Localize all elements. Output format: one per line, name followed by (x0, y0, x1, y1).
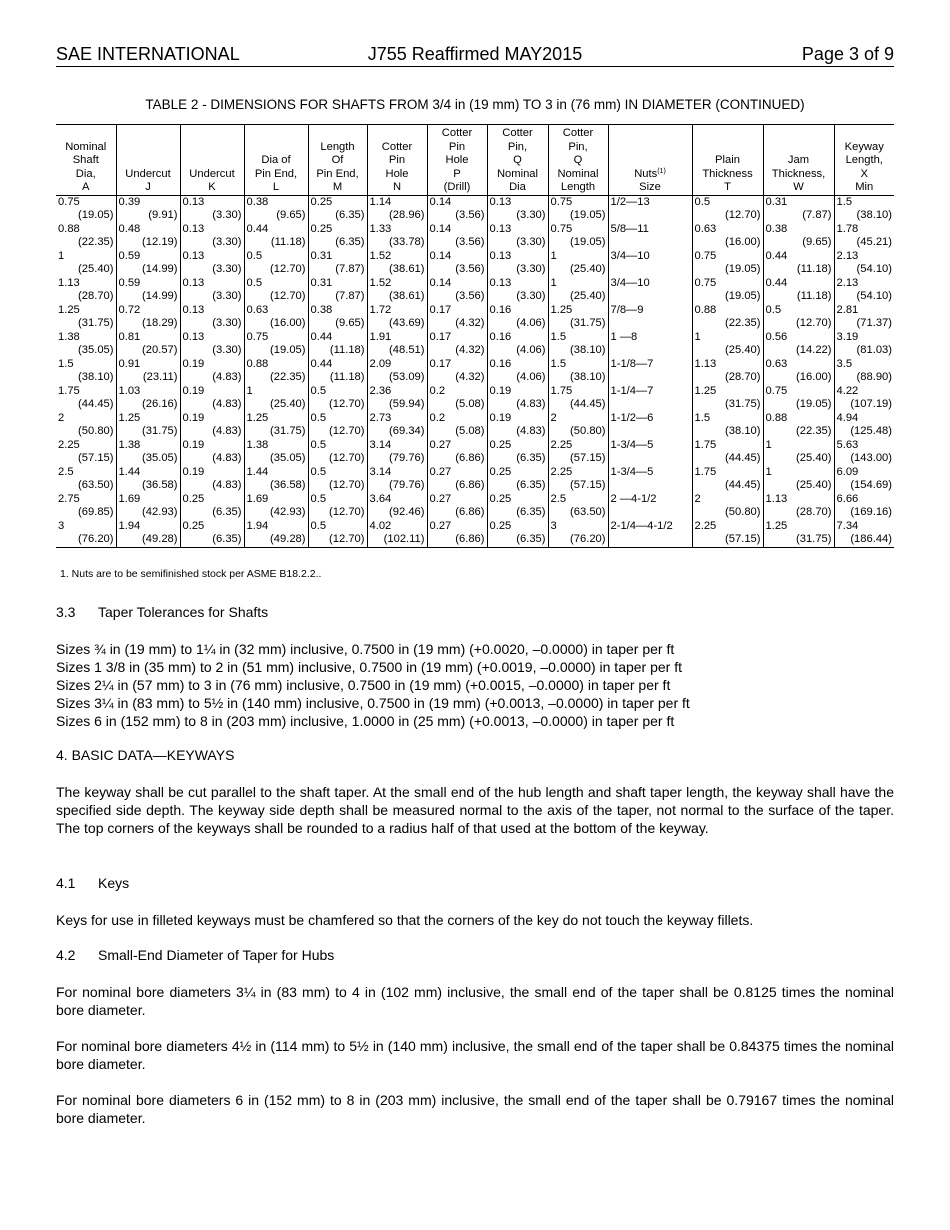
table-cell: 0.14 (3.56) (427, 277, 487, 304)
table-cell: 0.14 (3.56) (427, 250, 487, 277)
table-cell: 1.78 (45.21) (834, 223, 894, 250)
table-cell: 0.13 (3.30) (487, 250, 548, 277)
table-cell: 0.72 (18.29) (116, 304, 180, 331)
table-cell: 1.75 (44.45) (548, 385, 608, 412)
table-cell: 0.63 (16.00) (763, 358, 834, 385)
table-row (56, 412, 894, 439)
table-cell: 0.13 (3.30) (487, 223, 548, 250)
table-cell: 0.13 (3.30) (180, 331, 244, 358)
table-cell: 0.17 (4.32) (427, 304, 487, 331)
table-cell: 0.44 (11.18) (763, 277, 834, 304)
section-4-2-paragraph-3: For nominal bore diameters 6 in (152 mm) to 8 in (203 mm) inclusive, the small end of the taper shall be 0.79167 times the nominal bore diameter. (56, 1092, 894, 1126)
table-cell: 0.63 (16.00) (692, 223, 763, 250)
table-cell: 2.36 (59.94) (367, 385, 427, 412)
table-row (56, 277, 894, 304)
table-cell: 0.25 (6.35) (180, 520, 244, 548)
table-cell: 0.75 (19.05) (763, 385, 834, 412)
table-cell: 0.17 (4.32) (427, 331, 487, 358)
table-cell: 1.33 (33.78) (367, 223, 427, 250)
table-cell: 1.13 (28.70) (58, 276, 114, 302)
table-row (56, 331, 894, 358)
table-cell: 1 (25.40) (548, 250, 608, 277)
column-header: Length Of Pin End, M (308, 125, 367, 196)
table-cell: 2 —4-1/2 (608, 493, 692, 520)
table-cell: 0.25 (6.35) (487, 493, 548, 520)
table-cell: 0.81 (20.57) (116, 331, 180, 358)
table-title: TABLE 2 - DIMENSIONS FOR SHAFTS FROM 3/4 in (19 mm) TO 3 in (76 mm) IN DIAMETER (CONTINUED) (145, 97, 805, 112)
table-header-row (56, 125, 894, 196)
table-cell: 1 (25.40) (244, 385, 308, 412)
table-cell: 1.5 (38.10) (58, 357, 114, 383)
column-header: Dia of Pin End, L (244, 125, 308, 196)
table-cell: 1.38 (35.05) (116, 439, 180, 466)
dimensions-table (56, 124, 894, 548)
table-cell: 2.25 (57.15) (548, 439, 608, 466)
table-cell: 0.5 (12.70) (692, 195, 763, 223)
tolerance-line: Sizes ¾ in (19 mm) to 1¼ in (32 mm) inclusive, 0.7500 in (19 mm) (+0.0020, –0.0000) in taper per ft (56, 641, 675, 657)
table-cell: 0.88 (22.35) (244, 358, 308, 385)
table-cell: 1.03 (26.16) (116, 385, 180, 412)
table-cell: 0.75 (19.05) (548, 195, 608, 223)
table-cell: 3.5 (88.90) (834, 358, 894, 385)
table-cell: 2.5 (63.50) (548, 493, 608, 520)
table-cell: 0.88 (22.35) (692, 304, 763, 331)
page-header (56, 44, 894, 67)
table-cell: 1 (25.40) (548, 277, 608, 304)
table-cell: 1.44 (36.58) (244, 466, 308, 493)
column-header: Cotter Pin Hole N (367, 125, 427, 196)
table-cell: 0.13 (3.30) (180, 277, 244, 304)
table-cell: 1-3/4—5 (608, 439, 692, 466)
table-cell: 1-3/4—5 (608, 466, 692, 493)
table-cell: 1.91 (48.51) (367, 331, 427, 358)
table-cell: 1.25 (31.75) (116, 412, 180, 439)
table-cell: 1.13 (28.70) (692, 358, 763, 385)
table-cell: 0.16 (4.06) (487, 331, 548, 358)
table-cell: 1/2—13 (608, 195, 692, 223)
table-cell: 0.13 (3.30) (487, 277, 548, 304)
section-3-3-heading (56, 603, 894, 621)
table-cell: 0.31 (7.87) (308, 250, 367, 277)
taper-tolerances-list (56, 640, 894, 730)
table-cell: 0.25 (6.35) (487, 520, 548, 548)
table-cell: 2.25 (57.15) (692, 520, 763, 548)
table-cell: 0.5 (12.70) (763, 304, 834, 331)
table-cell: 0.31 (7.87) (763, 195, 834, 223)
table-cell: 3/4—10 (608, 277, 692, 304)
table-cell: 2.81 (71.37) (834, 304, 894, 331)
table-cell: 0.17 (4.32) (427, 358, 487, 385)
table-cell: 2 (50.80) (548, 412, 608, 439)
table-cell: 3 (76.20) (548, 520, 608, 548)
table-cell: 0.25 (6.35) (180, 493, 244, 520)
table-footnote: 1. Nuts are to be semifinished stock per ASME B18.2.2.. (60, 568, 322, 580)
table-cell: 0.13 (3.30) (180, 223, 244, 250)
table-cell: 4.02 (102.11) (367, 520, 427, 548)
table-cell: 0.25 (6.35) (308, 223, 367, 250)
table-cell: 1.25 (31.75) (692, 385, 763, 412)
table-cell: 0.38 (9.65) (763, 223, 834, 250)
table-cell: 0.19 (4.83) (180, 466, 244, 493)
table-cell: 0.27 (6.86) (427, 439, 487, 466)
table-cell: 0.39 (9.91) (116, 195, 180, 223)
table-cell: 0.25 (6.35) (487, 439, 548, 466)
column-header: Plain Thickness T (692, 125, 763, 196)
column-header: Keyway Length, X Min (834, 125, 894, 196)
table-cell: 1.25 (31.75) (763, 520, 834, 548)
header-center: J755 Reaffirmed MAY2015 (367, 44, 583, 64)
header-right: Page 3 of 9 (801, 44, 894, 64)
tolerance-line: Sizes 3¼ in (83 mm) to 5½ in (140 mm) inclusive, 0.7500 in (19 mm) (+0.0013, –0.0000) in taper per ft (56, 695, 690, 711)
table-cell: 1 (25.40) (763, 466, 834, 493)
table-cell: 5/8—11 (608, 223, 692, 250)
table-cell: 2-1/4—4-1/2 (608, 520, 692, 548)
table-cell: 2.25 (57.15) (58, 438, 114, 464)
table-cell: 0.19 (4.83) (180, 439, 244, 466)
table-cell: 0.25 (6.35) (308, 195, 367, 223)
table-cell: 0.44 (11.18) (763, 250, 834, 277)
table-row (56, 466, 894, 493)
table-cell: 0.75 (19.05) (244, 331, 308, 358)
section-title: Small-End Diameter of Taper for Hubs (98, 947, 335, 963)
table-cell: 3.64 (92.46) (367, 493, 427, 520)
table-row (56, 385, 894, 412)
section-4-heading: 4. BASIC DATA—KEYWAYS (56, 747, 235, 763)
table-cell: 0.88 (22.35) (58, 222, 114, 248)
table-cell: 1.5 (38.10) (548, 331, 608, 358)
table-row (56, 195, 894, 223)
table-cell: 3.14 (79.76) (367, 439, 427, 466)
table-cell: 0.2 (5.08) (427, 412, 487, 439)
table-cell: 1.94 (49.28) (116, 520, 180, 548)
table-cell: 6.66 (169.16) (834, 493, 894, 520)
table-cell: 5.63 (143.00) (834, 439, 894, 466)
table-cell: 0.75 (19.05) (58, 195, 114, 221)
column-header: Undercut K (180, 125, 244, 196)
table-cell: 0.13 (3.30) (180, 250, 244, 277)
table-cell: 0.48 (12.19) (116, 223, 180, 250)
section-4-paragraph: The keyway shall be cut parallel to the shaft taper. At the small end of the hub length and shaft taper length, the keyway shall have the specified side depth. The keyway side depth shall be measured normal to the axis of the taper, not normal to the surface of the taper. The top corners of the keyways shall be rounded to a radius half of that used at the bottom of the keyway. (56, 784, 894, 836)
tolerance-line: Sizes 1 3/8 in (35 mm) to 2 in (51 mm) inclusive, 0.7500 in (19 mm) (+0.0019, –0.0000) in taper per ft (56, 659, 683, 675)
table-cell: 0.59 (14.99) (116, 277, 180, 304)
table-cell: 2 (50.80) (692, 493, 763, 520)
table-cell: 2.73 (69.34) (367, 412, 427, 439)
table-cell: 6.09 (154.69) (834, 466, 894, 493)
table-cell: 0.5 (12.70) (308, 412, 367, 439)
table-cell: 1.69 (42.93) (244, 493, 308, 520)
table-cell: 3.14 (79.76) (367, 466, 427, 493)
footnote-marker: (1) (657, 167, 666, 175)
table-cell: 2.25 (57.15) (548, 466, 608, 493)
table-cell: 2.5 (63.50) (58, 465, 114, 491)
table-cell: 0.5 (12.70) (308, 493, 367, 520)
table-cell: 3 (76.20) (56, 520, 116, 548)
table-cell: 1.5 (38.10) (834, 195, 894, 223)
table-cell: 0.5 (12.70) (244, 277, 308, 304)
table-cell: 3/4—10 (608, 250, 692, 277)
table-cell: 0.27 (6.86) (427, 466, 487, 493)
table-cell: 1.72 (43.69) (367, 304, 427, 331)
column-header: Undercut J (116, 125, 180, 196)
table-cell: 0.19 (4.83) (180, 412, 244, 439)
table-row (56, 439, 894, 466)
table-cell: 3.19 (81.03) (834, 331, 894, 358)
section-title: Taper Tolerances for Shafts (98, 604, 269, 620)
table-cell: 0.5 (12.70) (308, 466, 367, 493)
table-cell: 0.38 (9.65) (308, 304, 367, 331)
table-cell: 4.22 (107.19) (834, 385, 894, 412)
table-cell: 1.75 (44.45) (692, 439, 763, 466)
section-4-2-paragraph-2: For nominal bore diameters 4½ in (114 mm) to 5½ in (140 mm) inclusive, the small end of the taper shall be 0.84375 times the nominal bore diameter. (56, 1038, 894, 1072)
table-cell: 1.75 (44.45) (58, 384, 114, 410)
table-cell: 0.19 (4.83) (180, 358, 244, 385)
column-header: Cotter Pin, Q Nominal Dia (487, 125, 548, 196)
table-row (56, 223, 894, 250)
table-cell: 0.25 (6.35) (487, 466, 548, 493)
section-number: 3.3 (56, 604, 76, 620)
table-cell: 0.44 (11.18) (308, 331, 367, 358)
table-cell: 1 (25.40) (58, 249, 114, 275)
table-cell: 2.13 (54.10) (834, 277, 894, 304)
table-cell: 1-1/4—7 (608, 385, 692, 412)
header-left: SAE INTERNATIONAL (56, 44, 240, 64)
table-cell: 1.25 (31.75) (58, 303, 114, 329)
table-cell: 1.38 (35.05) (58, 330, 114, 356)
table-cell: 0.63 (16.00) (244, 304, 308, 331)
table-cell: 7/8—9 (608, 304, 692, 331)
table-cell: 4.94 (125.48) (834, 412, 894, 439)
table-cell: 2.75 (69.85) (58, 492, 114, 518)
tolerance-line: Sizes 6 in (152 mm) to 8 in (203 mm) inclusive, 1.0000 in (25 mm) (+0.0013, –0.0000) in taper per ft (56, 713, 675, 729)
table-cell: 0.88 (22.35) (763, 412, 834, 439)
table-cell: 0.5 (12.70) (308, 520, 367, 548)
table-cell: 0.5 (12.70) (308, 439, 367, 466)
table-cell: 1.25 (31.75) (548, 304, 608, 331)
column-header: Jam Thickness, W (763, 125, 834, 196)
column-header: Nuts$^{(1)}$ Size (608, 125, 692, 196)
table-cell: 0.19 (4.83) (487, 385, 548, 412)
table-cell: 0.2 (5.08) (427, 385, 487, 412)
column-header: Nominal Shaft Dia, A (56, 125, 116, 196)
table-cell: 7.34 (186.44) (834, 520, 894, 548)
table-cell: 0.14 (3.56) (427, 223, 487, 250)
section-4-2-heading (56, 946, 894, 964)
table-cell: 0.38 (9.65) (244, 195, 308, 223)
table-row (56, 304, 894, 331)
table-row (56, 520, 894, 548)
table-cell: 0.59 (14.99) (116, 250, 180, 277)
table-cell: 1.75 (44.45) (692, 466, 763, 493)
table-cell: 1.5 (38.10) (548, 358, 608, 385)
section-4-1-heading (56, 874, 894, 892)
table-cell: 1.14 (28.96) (367, 195, 427, 223)
table-cell: 1.13 (28.70) (763, 493, 834, 520)
table-cell: 1 (25.40) (763, 439, 834, 466)
table-cell: 1.52 (38.61) (367, 250, 427, 277)
table-cell: 2 (50.80) (58, 411, 114, 437)
table-cell: 1.25 (31.75) (244, 412, 308, 439)
table-row (56, 493, 894, 520)
table-cell: 1 —8 (608, 331, 692, 358)
table-cell: 1.5 (38.10) (692, 412, 763, 439)
table-cell: 1.38 (35.05) (244, 439, 308, 466)
tolerance-line: Sizes 2¼ in (57 mm) to 3 in (76 mm) inclusive, 0.7500 in (19 mm) (+0.0015, –0.0000) in taper per ft (56, 677, 671, 693)
section-4-2-paragraph-1: For nominal bore diameters 3¼ in (83 mm) to 4 in (102 mm) inclusive, the small end of the taper shall be 0.8125 times the nominal bore diameter. (56, 984, 894, 1018)
table-cell: 0.56 (14.22) (763, 331, 834, 358)
table-cell: 0.31 (7.87) (308, 277, 367, 304)
table-row (56, 358, 894, 385)
table-cell: 0.13 (3.30) (180, 195, 244, 223)
table-cell: 0.5 (12.70) (244, 250, 308, 277)
section-number: 4.2 (56, 947, 76, 963)
table-cell: 1.69 (42.93) (116, 493, 180, 520)
table-row (56, 250, 894, 277)
section-title: Keys (98, 875, 130, 891)
table-cell: 1-1/2—6 (608, 412, 692, 439)
table-cell: 1-1/8—7 (608, 358, 692, 385)
table-cell: 0.14 (3.56) (427, 195, 487, 223)
table-cell: 0.19 (4.83) (180, 385, 244, 412)
table-cell: 1 (25.40) (692, 331, 763, 358)
column-header: Cotter Pin, Q Nominal Length (548, 125, 608, 196)
table-cell: 1.94 (49.28) (244, 520, 308, 548)
table-cell: 0.19 (4.83) (487, 412, 548, 439)
table-cell: 0.27 (6.86) (427, 520, 487, 548)
section-4-1-paragraph: Keys for use in filleted keyways must be chamfered so that the corners of the key do not touch the keyway fillets. (56, 912, 754, 928)
table-cell: 1.44 (36.58) (116, 466, 180, 493)
table-cell: 0.75 (19.05) (692, 277, 763, 304)
table-cell: 0.16 (4.06) (487, 304, 548, 331)
table-cell: 0.16 (4.06) (487, 358, 548, 385)
table-cell: 1.52 (38.61) (367, 277, 427, 304)
table-cell: 0.75 (19.05) (692, 250, 763, 277)
table-cell: 0.44 (11.18) (308, 358, 367, 385)
table-cell: 0.27 (6.86) (427, 493, 487, 520)
table-cell: 2.09 (53.09) (367, 358, 427, 385)
table-cell: 0.5 (12.70) (308, 385, 367, 412)
section-number: 4.1 (56, 875, 76, 891)
column-header: Cotter Pin Hole P (Drill) (427, 125, 487, 196)
table-cell: 0.13 (3.30) (487, 195, 548, 223)
table-cell: 0.75 (19.05) (548, 223, 608, 250)
table-cell: 0.44 (11.18) (244, 223, 308, 250)
table-cell: 0.91 (23.11) (116, 358, 180, 385)
table-cell: 0.13 (3.30) (180, 304, 244, 331)
table-cell: 2.13 (54.10) (834, 250, 894, 277)
